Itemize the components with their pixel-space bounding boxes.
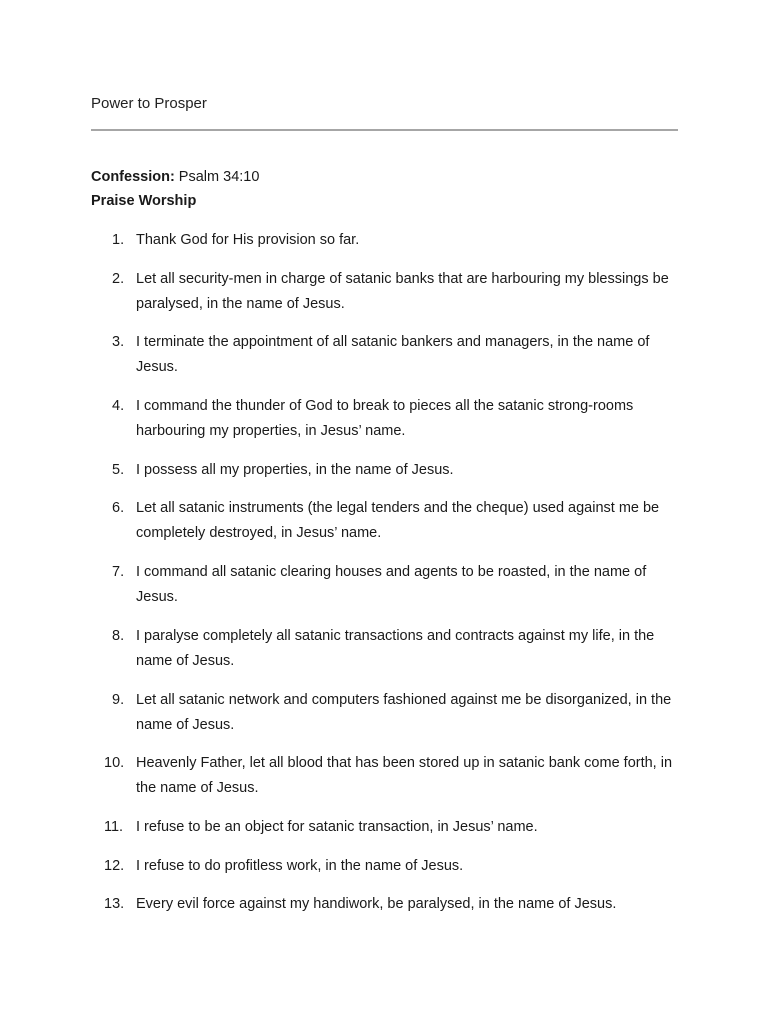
prayer-number: 1. bbox=[112, 232, 125, 248]
prayer-item bbox=[91, 892, 681, 917]
prayer-list bbox=[91, 228, 681, 931]
document-title: Power to Prosper bbox=[91, 95, 207, 112]
prayer-item bbox=[91, 688, 681, 738]
prayer-item bbox=[91, 267, 681, 317]
prayer-item bbox=[91, 496, 681, 546]
prayer-text: I terminate the appointment of all satanic bankers and managers, in the name of Jesus. bbox=[136, 334, 650, 376]
prayer-number: 8. bbox=[112, 627, 125, 644]
prayer-item bbox=[91, 624, 681, 674]
prayer-text: Let all satanic network and computers fashioned against me be disorganized, in the name of Jesus. bbox=[136, 691, 672, 733]
prayer-text: I command the thunder of God to break to pieces all the satanic strong-rooms harbouring my properties, in Jesus’ name. bbox=[136, 398, 634, 440]
prayer-text: Thank God for His provision so far. bbox=[136, 232, 360, 248]
prayer-number: 7. bbox=[112, 564, 125, 581]
title-divider bbox=[91, 129, 678, 131]
prayer-number: 11. bbox=[104, 818, 124, 835]
prayer-number: 6. bbox=[112, 500, 125, 517]
section-heading: Praise Worship bbox=[91, 193, 197, 209]
prayer-text: I command all satanic clearing houses and agents to be roasted, in the name of Jesus. bbox=[136, 564, 647, 606]
prayer-number: 13. bbox=[104, 896, 125, 913]
prayer-number: 9. bbox=[112, 691, 125, 708]
prayer-item bbox=[91, 815, 681, 840]
prayer-number: 12. bbox=[104, 857, 125, 874]
prayer-item bbox=[91, 751, 681, 801]
prayer-text: I refuse to do profitless work, in the name of Jesus. bbox=[136, 857, 464, 874]
confession-value: Psalm 34:10 bbox=[174, 169, 260, 185]
prayer-text: Let all security-men in charge of satanic banks that are harbouring my blessings be paralysed, in the name of Jesus. bbox=[136, 270, 669, 312]
prayer-number: 10. bbox=[104, 755, 125, 772]
document-meta bbox=[91, 165, 259, 213]
prayer-item bbox=[91, 458, 681, 483]
prayer-text: Heavenly Father, let all blood that has been stored up in satanic bank come forth, in the name of Jesus. bbox=[136, 755, 673, 797]
prayer-text: Every evil force against my handiwork, be paralysed, in the name of Jesus. bbox=[136, 896, 617, 913]
prayer-text: Let all satanic instruments (the legal tenders and the cheque) used against me be completely destroyed, in Jesus’ name. bbox=[136, 500, 660, 542]
prayer-item bbox=[91, 394, 681, 444]
prayer-text: I possess all my properties, in the name of Jesus. bbox=[136, 461, 454, 478]
prayer-item bbox=[91, 854, 681, 879]
prayer-item bbox=[91, 330, 681, 380]
prayer-text: I paralyse completely all satanic transactions and contracts against my life, in the name of Jesus. bbox=[136, 627, 655, 669]
confession-label: Confession: bbox=[91, 169, 175, 185]
prayer-number: 5. bbox=[112, 461, 125, 478]
prayer-text: I refuse to be an object for satanic transaction, in Jesus’ name. bbox=[136, 818, 538, 835]
prayer-number: 3. bbox=[112, 334, 125, 351]
prayer-number: 4. bbox=[112, 398, 125, 415]
prayer-number: 2. bbox=[112, 270, 125, 287]
prayer-item bbox=[91, 560, 681, 610]
prayer-item bbox=[91, 228, 681, 253]
